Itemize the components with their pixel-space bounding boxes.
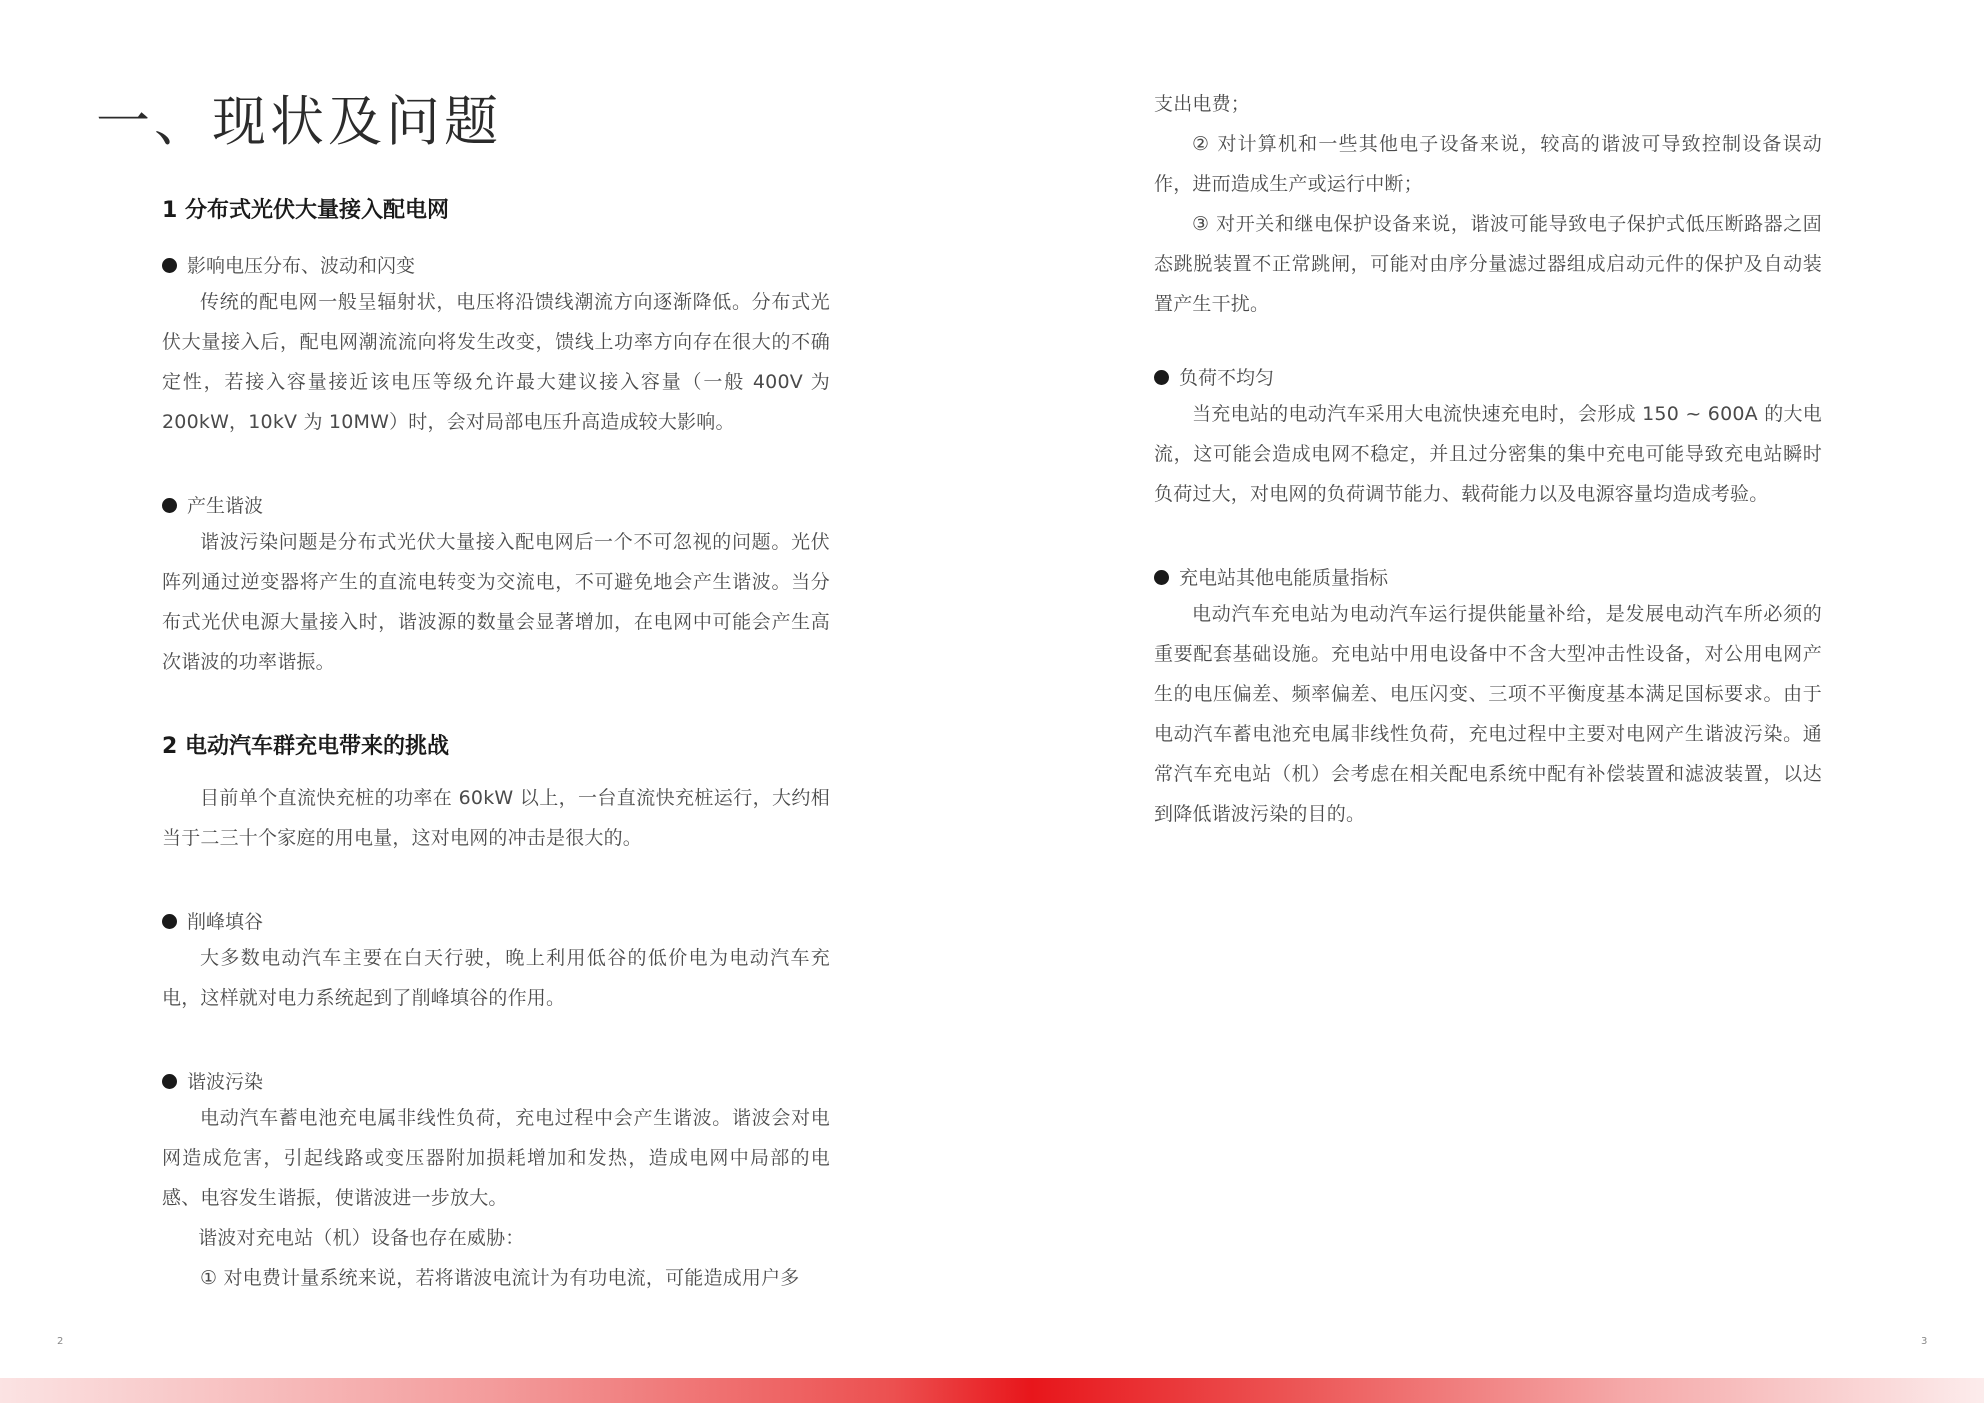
footer-gradient-bar (0, 1378, 1984, 1403)
bullet-label: 谐波污染 (187, 1071, 264, 1093)
bullet-label: 充电站其他电能质量指标 (1179, 567, 1389, 589)
paragraph-power-quality: 电动汽车充电站为电动汽车运行提供能量补给，是发展电动汽车所必须的重要配套基础设施。充电站中用电设备中不含大型冲击性设备，对公用电网产生的电压偏差、频率偏差、电压闪变、三项不平衡度基本满足国标要求。由于电动汽车蓄电池充电属非线性负荷，充电过程中主要对电网产生谐波污染。通常汽车充电站（机）会考虑在相关配电系统中配有补偿装置和滤波装置，以达到降低谐波污染的目的。 (1154, 603, 1822, 825)
paragraph-continuation: 支出电费； (1154, 93, 1251, 115)
paragraph-ev-intro: 目前单个直流快充桩的功率在 60kW 以上，一台直流快充桩运行，大约相当于二三十个家庭的用电量，这对电网的冲击是很大的。 (162, 787, 830, 849)
bullet-dot-icon (162, 498, 177, 513)
bullet-dot-icon (162, 1074, 177, 1089)
paragraph-voltage: 传统的配电网一般呈辐射状，电压将沿馈线潮流方向逐渐降低。分布式光伏大量接入后，配电网潮流流向将发生改变，馈线上功率方向存在很大的不确定性，若接入容量接近该电压等级允许最大建议接入容量（一般 400V 为 200kW，10kV 为 10MW）时，会对局部电压升高造成较大影响。 (162, 291, 830, 433)
paragraph-threat-intro: 谐波对充电站（机）设备也存在威胁： (198, 1227, 525, 1249)
bullet-uneven-load (1154, 364, 1274, 392)
bullet-power-quality (1154, 564, 1388, 592)
bullet-label: 产生谐波 (187, 495, 264, 517)
bullet-label: 削峰填谷 (187, 911, 264, 933)
paragraph-harmonics: 谐波污染问题是分布式光伏大量接入配电网后一个不可忽视的问题。光伏阵列通过逆变器将产生的直流电转变为交流电，不可避免地会产生谐波。当分布式光伏电源大量接入时，谐波源的数量会显著增加，在电网中可能会产生高次谐波的功率谐振。 (162, 531, 830, 673)
section-2-heading: 2 电动汽车群充电带来的挑战 (162, 734, 449, 759)
list-item-1: ① 对电费计量系统来说，若将谐波电流计为有功电流，可能造成用户多 (200, 1267, 800, 1289)
list-item-3: ③ 对开关和继电保护设备来说，谐波可能导致电子保护式低压断路器之固态跳脱装置不正常跳闸，可能对由序分量滤过器组成启动元件的保护及自动装置产生干扰。 (1154, 213, 1822, 315)
bullet-harmonic-pollution (162, 1068, 263, 1096)
bullet-label: 负荷不均匀 (1179, 367, 1275, 389)
bullet-voltage (162, 252, 415, 280)
section-1-heading: 1 分布式光伏大量接入配电网 (162, 198, 449, 223)
bullet-dot-icon (1154, 570, 1169, 585)
paragraph-peak-shaving: 大多数电动汽车主要在白天行驶，晚上利用低谷的低价电为电动汽车充电，这样就对电力系统起到了削峰填谷的作用。 (162, 947, 830, 1009)
bullet-dot-icon (162, 914, 177, 929)
bullet-harmonics (162, 492, 263, 520)
paragraph-uneven-load: 当充电站的电动汽车采用大电流快速充电时，会形成 150 ~ 600A 的大电流，这可能会造成电网不稳定，并且过分密集的集中充电可能导致充电站瞬时负荷过大，对电网的负荷调节能力、载荷能力以及电源容量均造成考验。 (1154, 403, 1822, 505)
paragraph-harmonic-pollution: 电动汽车蓄电池充电属非线性负荷，充电过程中会产生谐波。谐波会对电网造成危害，引起线路或变压器附加损耗增加和发热，造成电网中局部的电感、电容发生谐振，使谐波进一步放大。 (162, 1107, 830, 1209)
list-item-2: ② 对计算机和一些其他电子设备来说，较高的谐波可导致控制设备误动作，进而造成生产或运行中断； (1154, 133, 1822, 195)
bullet-label: 影响电压分布、波动和闪变 (187, 255, 416, 277)
page-number-left: 2 (57, 1336, 64, 1347)
bullet-peak-shaving (162, 908, 263, 936)
page-number-right: 3 (1921, 1336, 1928, 1347)
bullet-dot-icon (162, 258, 177, 273)
page-title: 一、现状及问题 (96, 90, 502, 153)
bullet-dot-icon (1154, 370, 1169, 385)
